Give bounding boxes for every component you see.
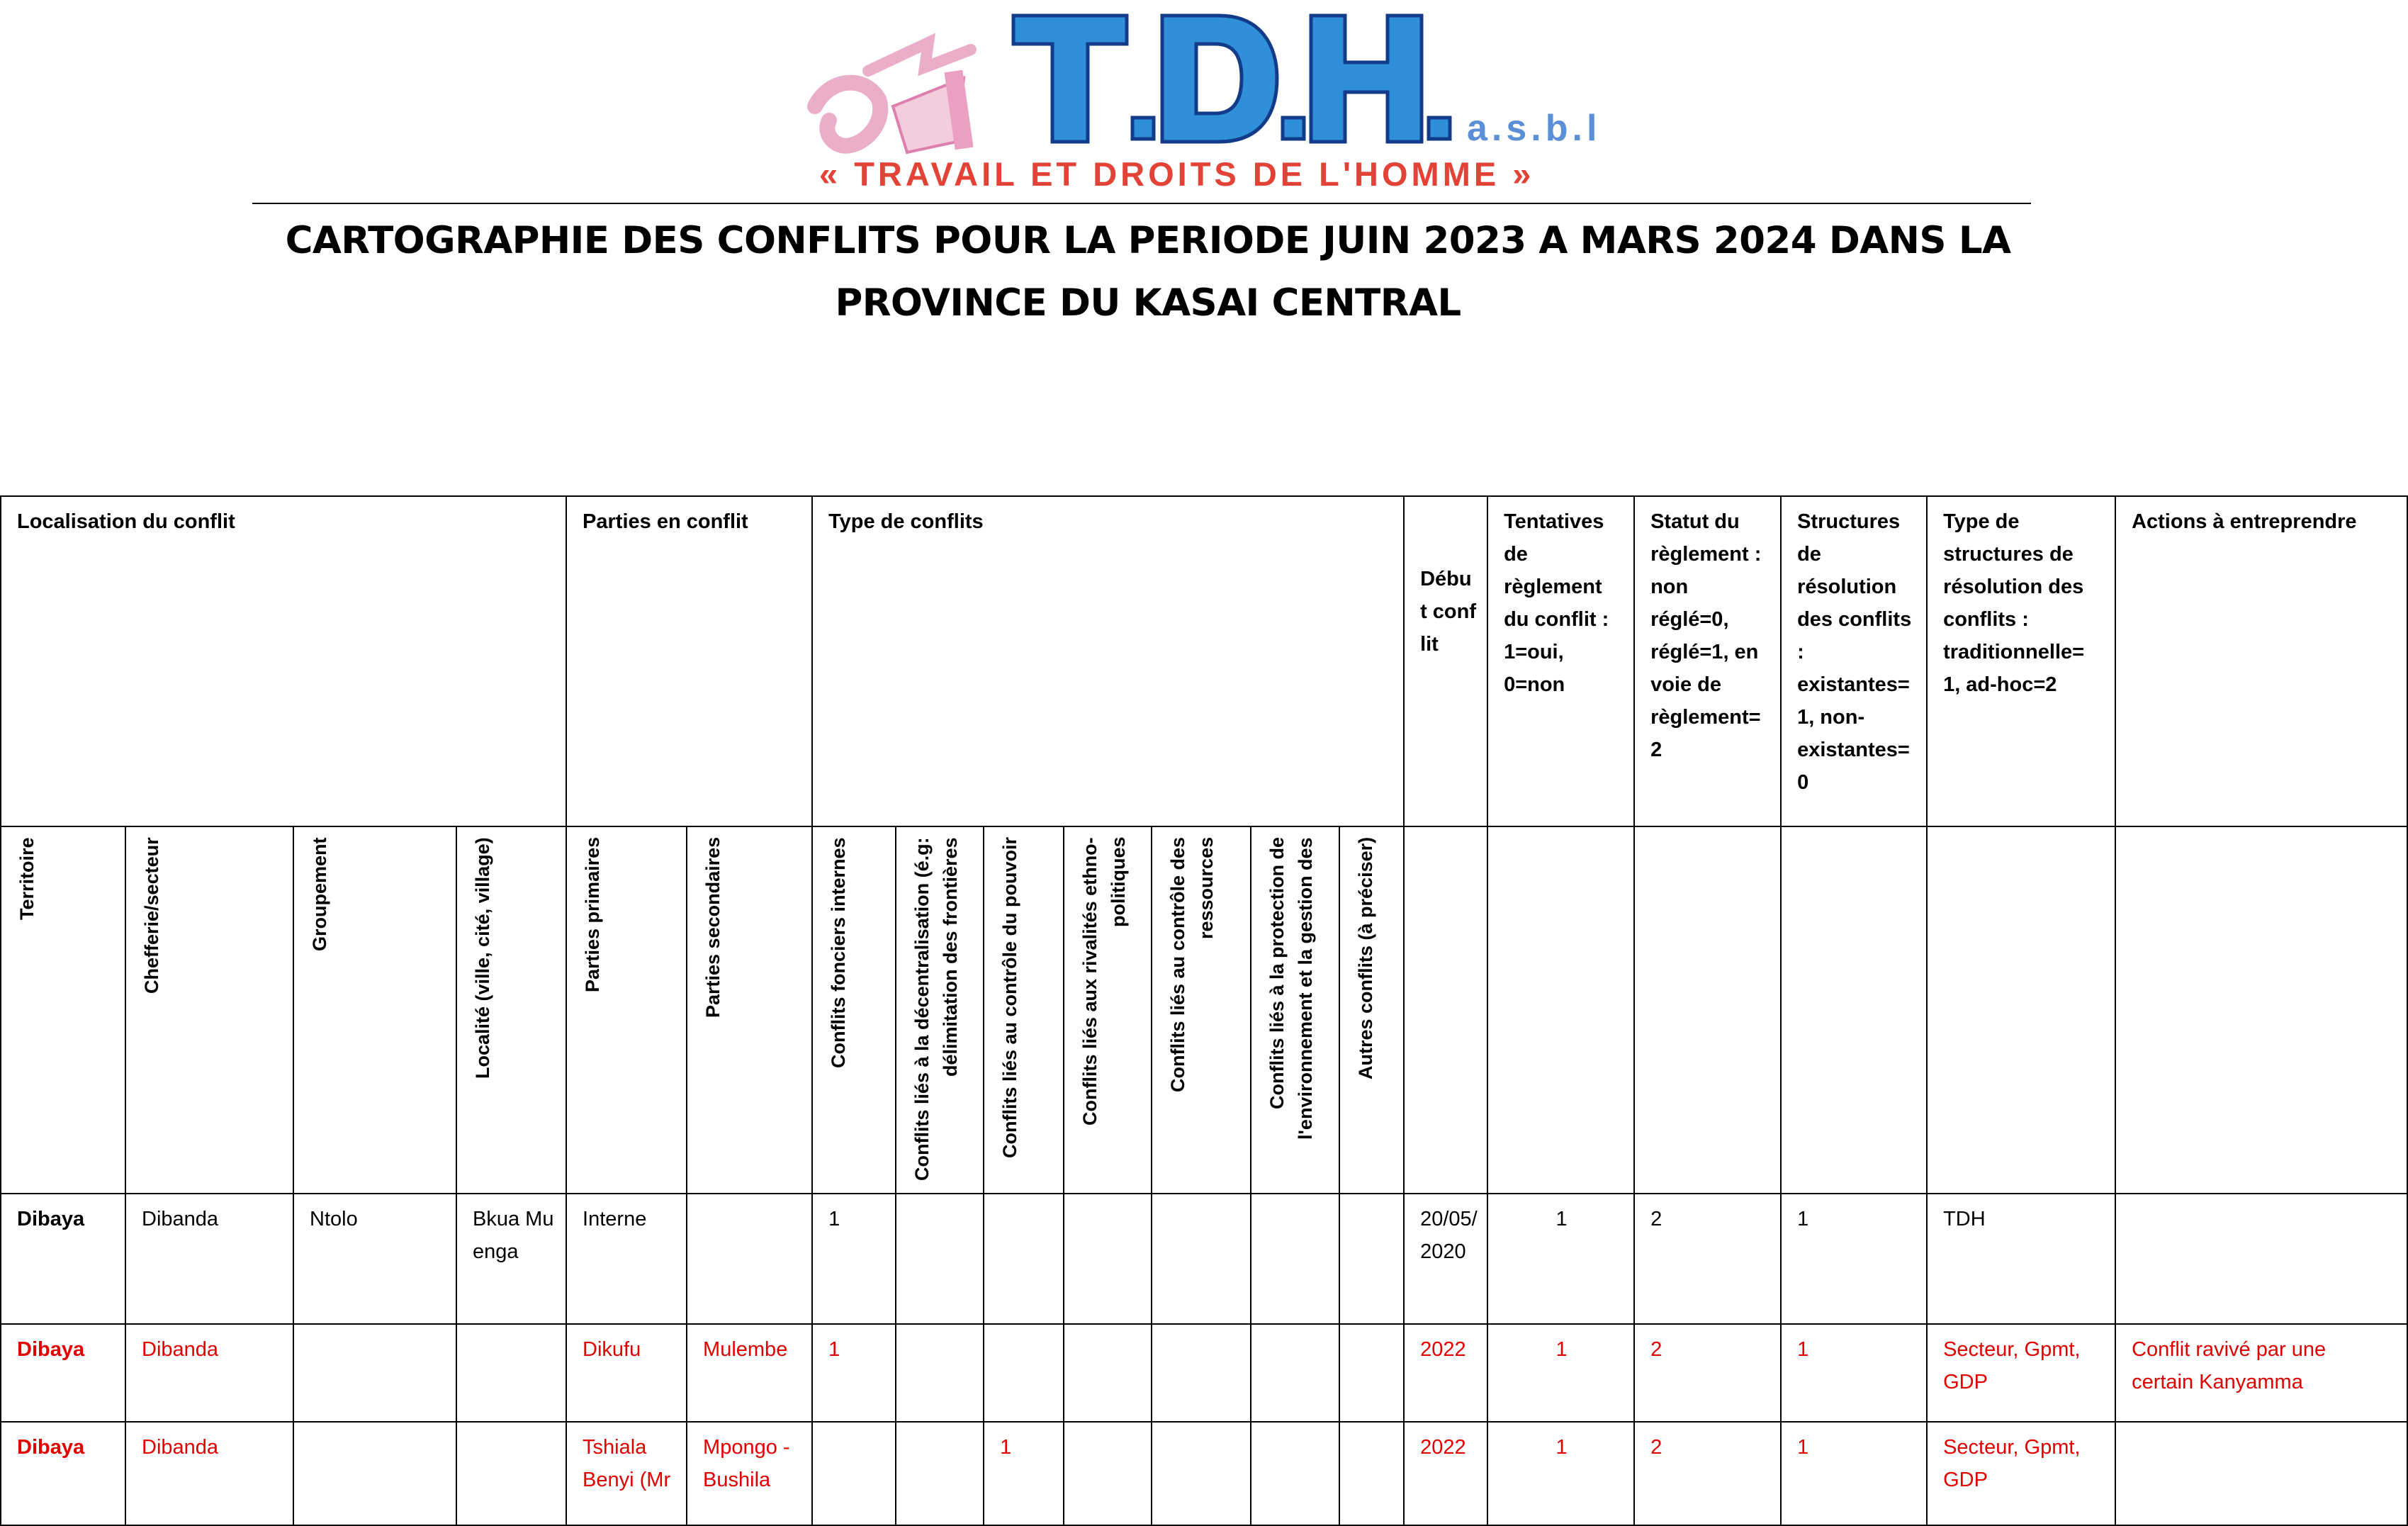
cell-parties-secondaires <box>687 1194 812 1324</box>
cell-groupement: Ntolo <box>293 1194 456 1324</box>
subheader-pouvoir: Conflits liés au contrôle du pouvoir <box>984 826 1064 1194</box>
subheader-decentralisation: Conflits liés à la décentralisation (é.g: délimitation des frontières <box>896 826 984 1194</box>
cell-chefferie: Dibanda <box>125 1324 293 1422</box>
cell-territoire: Dibaya <box>1 1194 125 1324</box>
subheader-localite: Localité (ville, cité, village) <box>456 826 566 1194</box>
subheader-ressources: Conflits liés au contrôle des ressources <box>1152 826 1251 1194</box>
subheader-environnement: Conflits liés à la protection de l'environnement et la gestion des <box>1251 826 1339 1194</box>
cell-decentralisation <box>896 1194 984 1324</box>
cell-environnement <box>1251 1194 1339 1324</box>
cell-autres <box>1339 1324 1404 1422</box>
header-parties: Parties en conflit <box>566 496 812 826</box>
cell-type-structures: TDH <box>1927 1194 2115 1324</box>
cell-territoire: Dibaya <box>1 1422 125 1525</box>
tdh-logo <box>801 0 1715 200</box>
cell-structures: 1 <box>1781 1194 1927 1324</box>
subheader-autres: Autres conflits (à préciser) <box>1339 826 1404 1194</box>
header-actions: Actions à entreprendre <box>2115 496 2407 826</box>
sub-header-row <box>1 826 2407 1194</box>
subheader-empty <box>2115 826 2407 1194</box>
cell-fonciers: 1 <box>812 1324 896 1422</box>
cell-decentralisation <box>896 1324 984 1422</box>
cell-actions <box>2115 1194 2407 1324</box>
cell-pouvoir: 1 <box>984 1422 1064 1525</box>
cell-debut: 2022 <box>1404 1422 1487 1525</box>
header-statut: Statut du règlement : non réglé=0, réglé=1, en voie de règlement= 2 <box>1634 496 1781 826</box>
subheader-empty <box>1487 826 1634 1194</box>
cell-chefferie: Dibanda <box>125 1422 293 1525</box>
subheader-groupement: Groupement <box>293 826 456 1194</box>
cell-environnement <box>1251 1324 1339 1422</box>
cell-ethno <box>1064 1194 1152 1324</box>
header-structures: Structures de résolution des conflits : existantes= 1, non-existantes= 0 <box>1781 496 1927 826</box>
header-type-structures: Type de structures de résolution des conflits : traditionnelle= 1, ad-hoc=2 <box>1927 496 2115 826</box>
cell-tentatives: 1 <box>1487 1324 1634 1422</box>
subheader-empty <box>1927 826 2115 1194</box>
cell-ethno <box>1064 1324 1152 1422</box>
document-title <box>0 210 2296 335</box>
cell-structures: 1 <box>1781 1422 1927 1525</box>
cell-fonciers: 1 <box>812 1194 896 1324</box>
group-header-row <box>1 496 2407 826</box>
cell-environnement <box>1251 1422 1339 1525</box>
header-rule <box>252 203 2031 204</box>
cell-statut: 2 <box>1634 1194 1781 1324</box>
cell-localite <box>456 1422 566 1525</box>
cell-type-structures: Secteur, Gpmt, GDP <box>1927 1422 2115 1525</box>
title-line-1: CARTOGRAPHIE DES CONFLITS POUR LA PERIODE JUIN 2023 A MARS 2024 DANS LA <box>285 219 2011 262</box>
cell-structures: 1 <box>1781 1324 1927 1422</box>
subheader-ethno: Conflits liés aux rivalités ethno-politiques <box>1064 826 1152 1194</box>
cell-groupement <box>293 1324 456 1422</box>
cell-tentatives: 1 <box>1487 1422 1634 1525</box>
cell-parties-primaires: Dikufu <box>566 1324 687 1422</box>
header-debut: Début conflit <box>1404 496 1487 826</box>
subheader-parties-secondaires: Parties secondaires <box>687 826 812 1194</box>
cell-actions <box>2115 1422 2407 1525</box>
cell-ressources <box>1152 1194 1251 1324</box>
cell-parties-primaires: Tshiala Benyi (Mr <box>566 1422 687 1525</box>
logo-suffix: a.s.b.l <box>1467 108 1602 149</box>
cell-ethno <box>1064 1422 1152 1525</box>
subheader-empty <box>1634 826 1781 1194</box>
logo-motto: « TRAVAIL ET DROITS DE L'HOMME » <box>819 155 1535 193</box>
cell-fonciers <box>812 1422 896 1525</box>
cell-decentralisation <box>896 1422 984 1525</box>
cell-parties-secondaires: Mulembe <box>687 1324 812 1422</box>
logo-mark-icon <box>815 43 974 152</box>
cell-debut: 2022 <box>1404 1324 1487 1422</box>
cell-pouvoir <box>984 1194 1064 1324</box>
table-row <box>1 1194 2407 1324</box>
cell-ressources <box>1152 1324 1251 1422</box>
cell-ressources <box>1152 1422 1251 1525</box>
cell-territoire: Dibaya <box>1 1324 125 1422</box>
cell-chefferie: Dibanda <box>125 1194 293 1324</box>
cell-type-structures: Secteur, Gpmt, GDP <box>1927 1324 2115 1422</box>
conflict-table <box>0 495 2408 1526</box>
cell-statut: 2 <box>1634 1422 1781 1525</box>
subheader-empty <box>1781 826 1927 1194</box>
subheader-fonciers: Conflits fonciers internes <box>812 826 896 1194</box>
table-row <box>1 1324 2407 1422</box>
cell-localite <box>456 1324 566 1422</box>
cell-parties-primaires: Interne <box>566 1194 687 1324</box>
header-tentatives: Tentatives de règlement du conflit : 1=oui, 0=non <box>1487 496 1634 826</box>
cell-localite: Bkua Muenga <box>456 1194 566 1324</box>
cell-statut: 2 <box>1634 1324 1781 1422</box>
table-row <box>1 1422 2407 1525</box>
cell-autres <box>1339 1194 1404 1324</box>
logo-letters <box>1013 16 1450 142</box>
cell-actions: Conflit ravivé par une certain Kanyamma <box>2115 1324 2407 1422</box>
cell-groupement <box>293 1422 456 1525</box>
title-line-2: PROVINCE DU KASAI CENTRAL <box>835 281 1461 325</box>
subheader-empty <box>1404 826 1487 1194</box>
cell-debut: 20/05/2020 <box>1404 1194 1487 1324</box>
subheader-parties-primaires: Parties primaires <box>566 826 687 1194</box>
cell-parties-secondaires: Mpongo - Bushila <box>687 1422 812 1525</box>
cell-pouvoir <box>984 1324 1064 1422</box>
cell-tentatives: 1 <box>1487 1194 1634 1324</box>
subheader-chefferie: Chefferie/secteur <box>125 826 293 1194</box>
header-localisation: Localisation du conflit <box>1 496 566 826</box>
header-type-conflits: Type de conflits <box>812 496 1404 826</box>
subheader-territoire: Territoire <box>1 826 125 1194</box>
cell-autres <box>1339 1422 1404 1525</box>
